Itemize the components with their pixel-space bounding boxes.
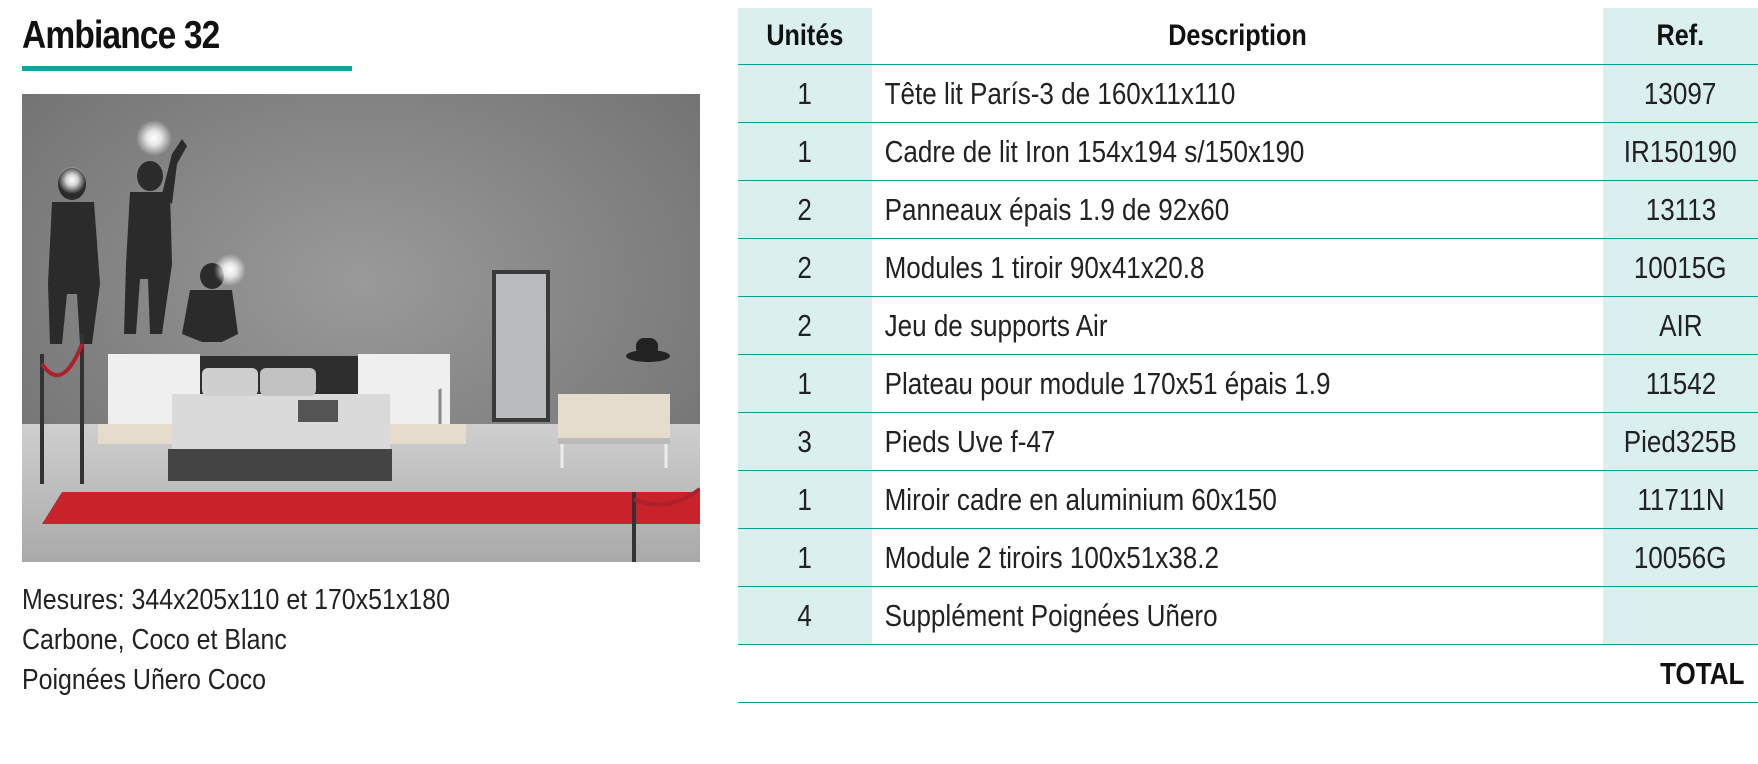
bedroom-illustration [22,94,700,562]
caption-handles: Poignées Uñero Coco [22,664,267,696]
caption [22,580,520,700]
cell-ref: IR150190 [1603,123,1758,181]
cell-units: 2 [738,239,872,297]
cell-description: Miroir cadre en aluminium 60x150 [872,471,1603,529]
cell-description: Module 2 tiroirs 100x51x38.2 [872,529,1603,587]
cell-description: Pieds Uve f-47 [872,413,1603,471]
cell-description: Jeu de supports Air [872,297,1603,355]
header-units: Unités [738,8,872,65]
cell-units: 3 [738,413,872,471]
cell-description: Modules 1 tiroir 90x41x20.8 [872,239,1603,297]
table-row [738,181,1758,239]
cell-description: Supplément Poignées Uñero [872,587,1603,645]
cell-units: 1 [738,65,872,123]
header-ref: Ref. [1603,8,1758,65]
total-label: TOTAL [738,645,1758,703]
cell-ref: Pied325B [1603,413,1758,471]
cell-units: 1 [738,471,872,529]
cell-description: Panneaux épais 1.9 de 92x60 [872,181,1603,239]
table-row [738,413,1758,471]
cell-units: 1 [738,123,872,181]
page-title: Ambiance 32 [22,14,220,57]
cell-description: Plateau pour module 170x51 épais 1.9 [872,355,1603,413]
caption-measurements: Mesures: 344x205x110 et 170x51x180 [22,584,450,616]
cell-ref: 13097 [1603,65,1758,123]
cell-description: Tête lit París-3 de 160x11x110 [872,65,1603,123]
header-description: Description [872,8,1603,65]
table-row [738,529,1758,587]
cell-units: 4 [738,587,872,645]
bedroom-photo [22,94,700,562]
table-row [738,239,1758,297]
table-row [738,355,1758,413]
table-row [738,65,1758,123]
cell-units: 1 [738,529,872,587]
cell-ref: 13113 [1603,181,1758,239]
table-row [738,123,1758,181]
cell-description: Cadre de lit Iron 154x194 s/150x190 [872,123,1603,181]
cell-ref [1603,587,1758,645]
cell-units: 1 [738,355,872,413]
table-row [738,297,1758,355]
cell-units: 2 [738,297,872,355]
table-row [738,471,1758,529]
cell-ref: 11542 [1603,355,1758,413]
table-row [738,587,1758,645]
cell-ref: AIR [1603,297,1758,355]
cell-ref: 10056G [1603,529,1758,587]
table-header-row [738,8,1758,65]
cell-ref: 11711N [1603,471,1758,529]
caption-finishes: Carbone, Coco et Blanc [22,624,287,656]
cell-ref: 10015G [1603,239,1758,297]
product-table [738,8,1758,703]
title-underline [22,66,352,71]
cell-units: 2 [738,181,872,239]
total-row [738,645,1758,703]
